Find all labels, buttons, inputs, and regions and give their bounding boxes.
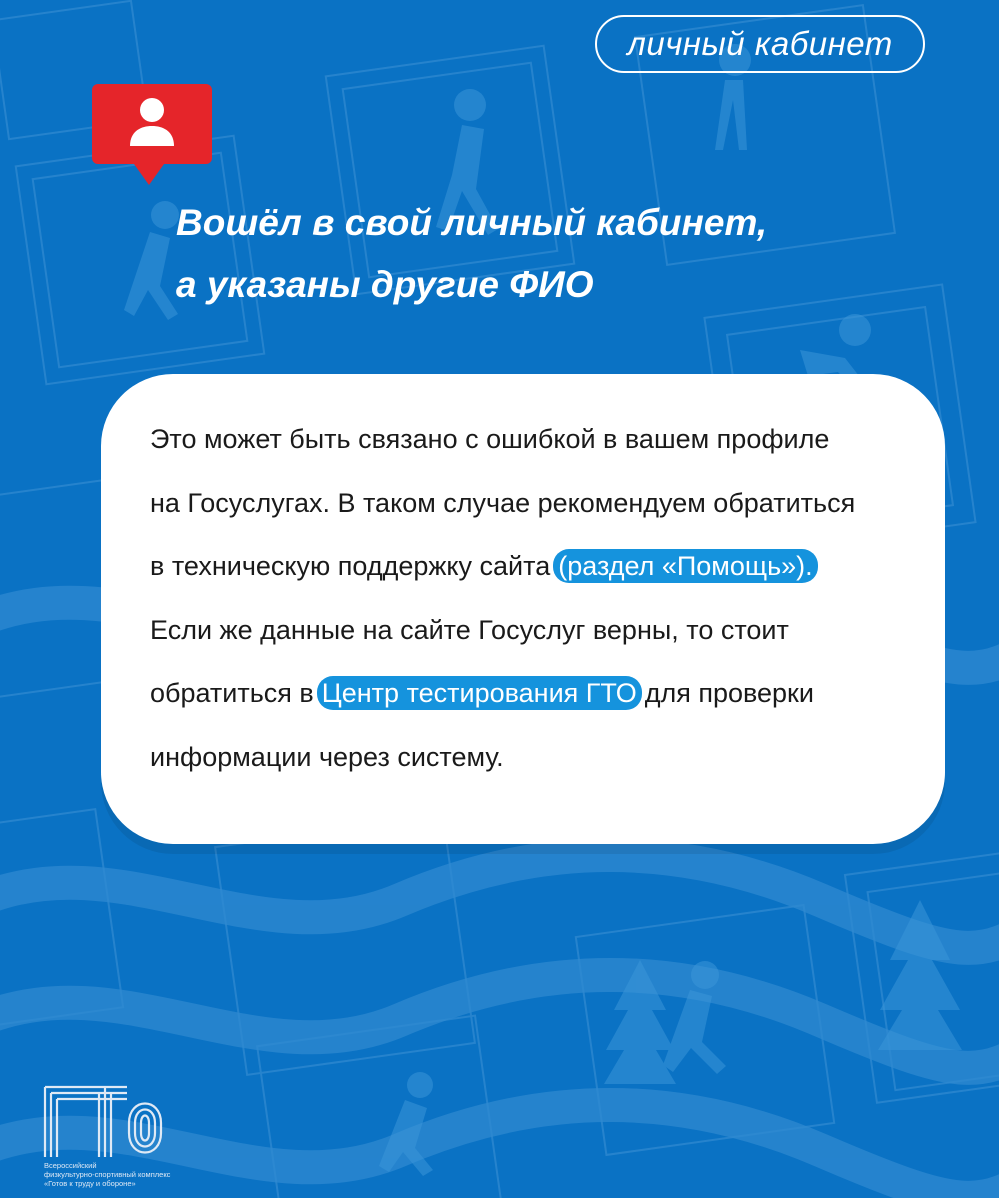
personal-account-badge: [595, 15, 925, 73]
logo-caption-line-1: Всероссийский: [44, 1161, 97, 1170]
logo-caption-line-3: «Готов к труду и обороне»: [44, 1179, 136, 1188]
info-line-5-tail: для проверки: [644, 678, 814, 708]
page-heading: [176, 192, 896, 316]
info-line-5: [150, 662, 930, 726]
logo-caption-line-2: физкультурно-спортивный комплекс: [44, 1170, 171, 1179]
badge-label: личный кабинет: [627, 25, 893, 62]
help-section-link[interactable]: (раздел «Помощь»).: [553, 549, 817, 583]
user-icon: [92, 84, 212, 186]
info-line-3-text: в техническую поддержку сайта: [150, 551, 551, 581]
info-line-4: Если же данные на сайте Госуслуг верны, то стоит: [150, 614, 789, 645]
info-text: [150, 408, 930, 789]
info-line-3: [150, 535, 930, 599]
info-line-6: информации через систему.: [150, 741, 504, 772]
heading-line-1: Вошёл в свой личный кабинет,: [176, 202, 768, 243]
info-line-5-text: обратиться в: [150, 678, 314, 708]
testing-center-link[interactable]: Центр тестирования ГТО: [317, 676, 642, 710]
info-card: [101, 374, 945, 844]
logo-caption: [44, 1161, 224, 1188]
heading-line-2: а указаны другие ФИО: [176, 264, 594, 305]
info-line-1: Это может быть связано с ошибкой в вашем профиле: [150, 424, 830, 454]
info-line-2: на Госуслугах. В таком случае рекомендуем обратиться: [150, 487, 856, 518]
